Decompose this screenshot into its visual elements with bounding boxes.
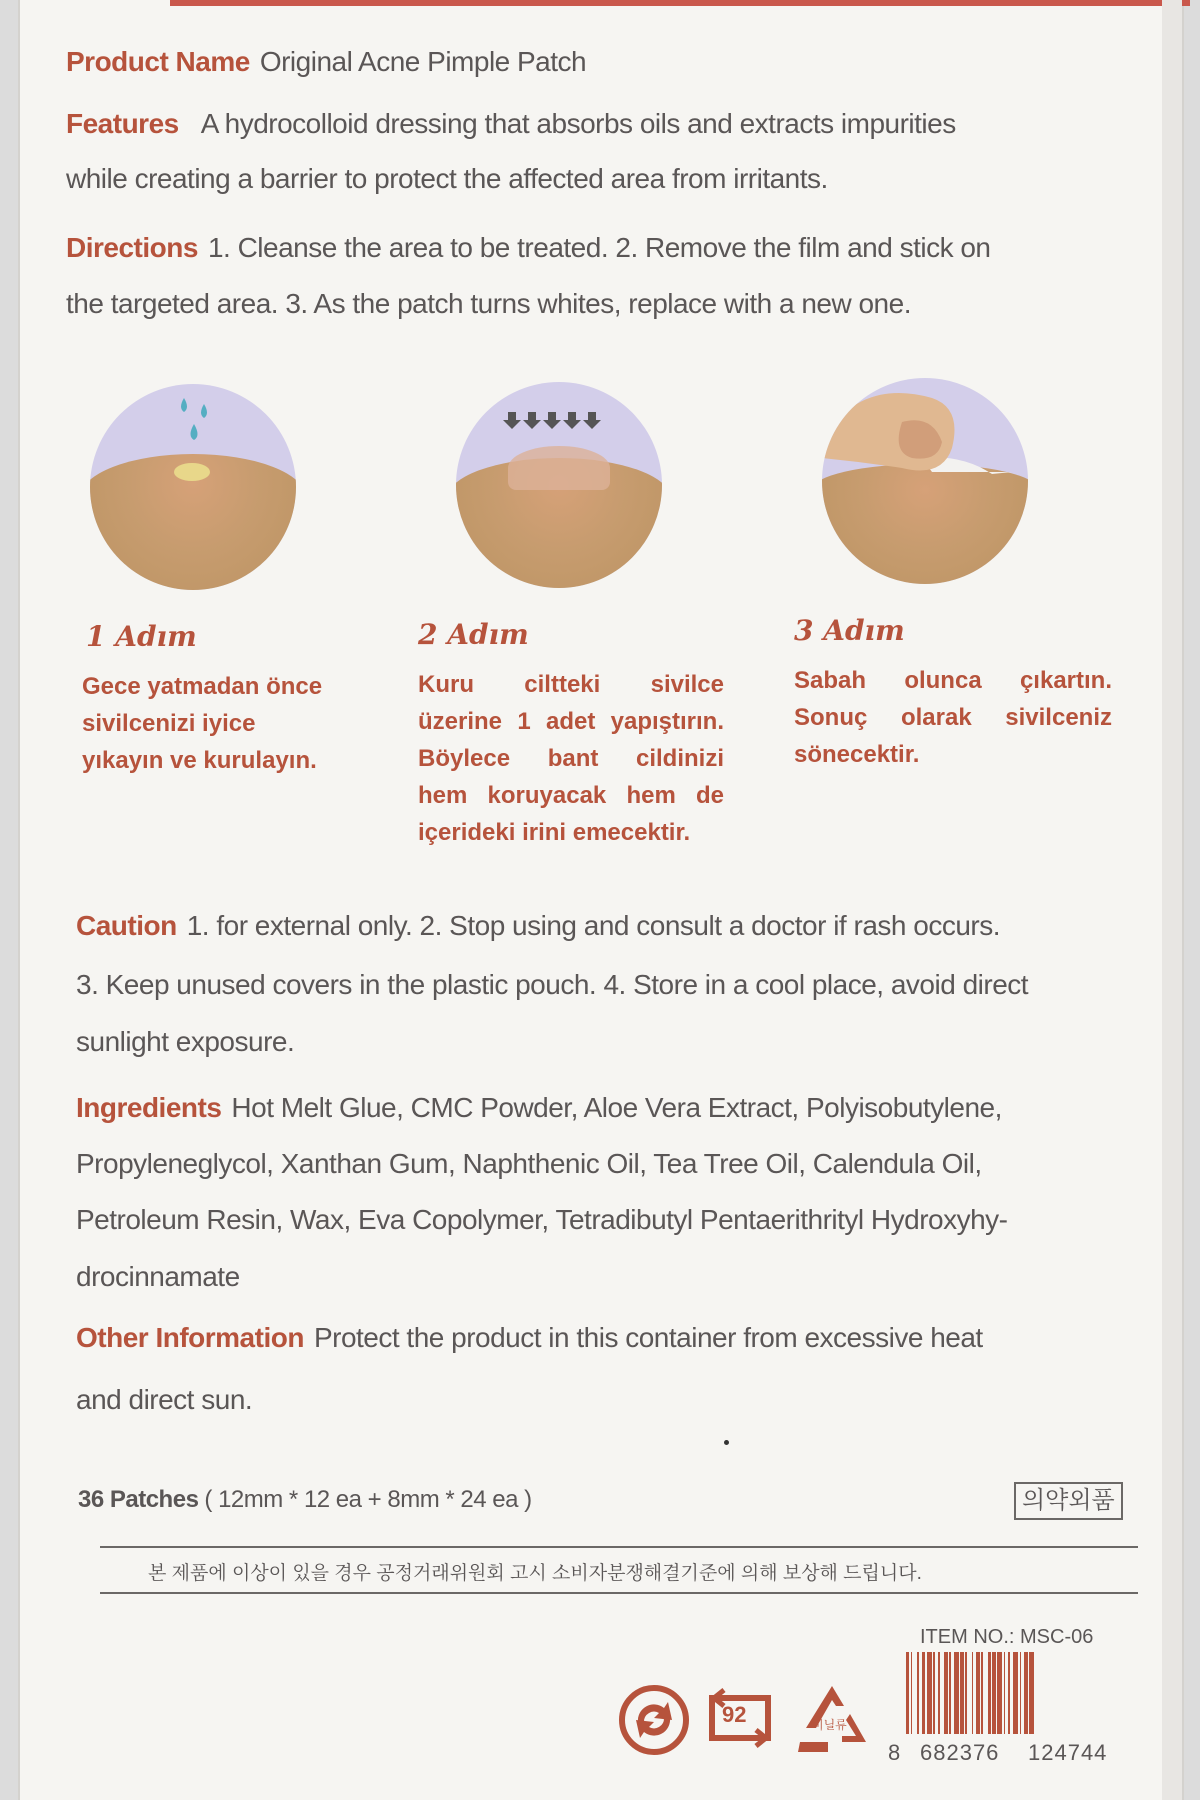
recycle-class-label: 92 xyxy=(722,1702,747,1727)
step-2-text xyxy=(418,666,724,851)
ingredients-line-3: Petroleum Resin, Wax, Eva Copolymer, Tetradibutyl Pentaerithrityl Hydroxyhy- xyxy=(76,1204,1008,1235)
top-red-strip xyxy=(170,0,1190,6)
barcode-bar xyxy=(954,1652,959,1734)
product-name-value: Original Acne Pimple Patch xyxy=(259,46,587,77)
vinyl-recycle-icon xyxy=(792,1680,872,1760)
ingredients-label: Ingredients xyxy=(76,1092,222,1123)
barcode xyxy=(906,1652,1134,1744)
patch-count-label: 36 Patches xyxy=(78,1486,199,1513)
step-2-line: üzerine 1 adet yapıştırın. xyxy=(418,708,724,735)
step-1-line: sivilcenizi iyice xyxy=(82,710,256,737)
product-name-row xyxy=(66,46,586,78)
barcode-bar xyxy=(965,1652,967,1734)
barcode-left-digits: 682376 xyxy=(920,1740,1000,1765)
other-info-line-1: Protect the product in this container from excessive heat xyxy=(313,1322,983,1353)
package-side-edge xyxy=(1162,0,1182,1800)
step-3-illustration xyxy=(822,378,1028,584)
recycle-class-icon xyxy=(704,1682,776,1754)
ingredients-line-2: Propyleneglycol, Xanthan Gum, Naphthenic Oil, Tea Tree Oil, Calendula Oil, xyxy=(76,1148,982,1179)
barcode-bar xyxy=(1024,1652,1027,1734)
barcode-bar xyxy=(917,1652,919,1734)
step-2-line: Böylece bant cildinizi xyxy=(418,745,724,772)
barcode-bar xyxy=(976,1652,979,1734)
item-number: ITEM NO.: MSC-06 xyxy=(920,1626,1094,1648)
caution-label: Caution xyxy=(76,910,177,941)
step-1-line: Gece yatmadan önce xyxy=(82,673,323,700)
features-line-1: A hydrocolloid dressing that absorbs oils and extracts impurities xyxy=(200,108,956,139)
barcode-bar xyxy=(927,1652,932,1734)
barcode-bar xyxy=(933,1652,935,1734)
step-1-title: 1 Adım xyxy=(86,620,197,653)
step-2-line: içerideki irini emecektir. xyxy=(418,819,691,846)
recycle-arrows-icon xyxy=(616,1682,692,1758)
barcode-bar xyxy=(997,1652,1002,1734)
product-name-label: Product Name xyxy=(66,46,250,77)
patch-count-detail: ( 12mm * 12 ea + 8mm * 24 ea ) xyxy=(204,1486,532,1513)
directions-row xyxy=(66,232,991,264)
patch-count-row xyxy=(78,1486,532,1514)
other-info-line-2: and direct sun. xyxy=(76,1384,253,1415)
step-1-text xyxy=(82,668,322,779)
barcode-bar xyxy=(938,1652,940,1734)
step-3-line: Sabah olunca çıkartın. xyxy=(794,667,1112,694)
features-label: Features xyxy=(66,108,179,139)
divider-bottom xyxy=(100,1592,1138,1594)
barcode-right-digits: 124744 xyxy=(1028,1740,1108,1765)
ingredients-line-4: drocinnamate xyxy=(76,1261,240,1292)
package-back-panel xyxy=(18,0,1184,1800)
barcode-bar xyxy=(1004,1652,1006,1734)
features-line-2: while creating a barrier to protect the affected area from irritants. xyxy=(66,163,828,194)
barcode-bar xyxy=(1029,1652,1034,1734)
barcode-bar xyxy=(944,1652,947,1734)
vinyl-label: 비닐류 xyxy=(812,1718,847,1732)
barcode-lead-digit: 8 xyxy=(888,1740,901,1765)
directions-line-2: the targeted area. 3. As the patch turns whites, replace with a new one. xyxy=(66,288,911,319)
step-2-title: 2 Adım xyxy=(418,618,529,651)
press-down-arrows-icon xyxy=(456,382,662,588)
barcode-bar xyxy=(972,1652,974,1734)
step-2-line: Kuru ciltteki sivilce xyxy=(418,671,724,698)
features-row xyxy=(66,108,956,140)
caution-line-3: sunlight exposure. xyxy=(76,1026,295,1057)
barcode-bar xyxy=(988,1652,991,1734)
barcode-bar xyxy=(911,1652,913,1734)
barcode-bar xyxy=(949,1652,951,1734)
directions-label: Directions xyxy=(66,232,198,263)
barcode-bar xyxy=(1020,1652,1022,1734)
caution-line-2: 3. Keep unused covers in the plastic pouch. 4. Store in a cool place, avoid direct xyxy=(76,969,1029,1000)
barcode-bar xyxy=(922,1652,925,1734)
water-drops-icon xyxy=(90,384,296,590)
step-3-line: sönecektir. xyxy=(794,741,920,768)
barcode-bar xyxy=(1008,1652,1010,1734)
caution-line-1: 1. for external only. 2. Stop using and consult a doctor if rash occurs. xyxy=(186,910,1000,941)
finger-peel-icon xyxy=(822,378,1028,584)
step-2-illustration xyxy=(456,382,662,588)
print-dot xyxy=(724,1440,729,1445)
other-info-label: Other Information xyxy=(76,1322,304,1353)
barcode-bar xyxy=(960,1652,963,1734)
step-2-line: hem koruyacak hem de xyxy=(418,782,724,809)
other-info-row xyxy=(76,1322,983,1354)
barcode-bar xyxy=(906,1652,909,1734)
step-1-line: yıkayın ve kurulayın. xyxy=(82,747,317,774)
consumer-notice: 본 제품에 이상이 있을 경우 공정거래위원회 고시 소비자분쟁해결기준에 의해 보상해 드립니다. xyxy=(148,1563,922,1584)
ingredients-row xyxy=(76,1092,1002,1124)
directions-line-1: 1. Cleanse the area to be treated. 2. Remove the film and stick on xyxy=(207,232,991,263)
barcode-bar xyxy=(992,1652,995,1734)
step-1-illustration xyxy=(90,384,296,590)
ingredients-line-1: Hot Melt Glue, CMC Powder, Aloe Vera Extract, Polyisobutylene, xyxy=(231,1092,1002,1123)
quasi-drug-badge: 의약외품 xyxy=(1014,1482,1123,1520)
step-3-line: Sonuç olarak sivilceniz xyxy=(794,704,1112,731)
divider-top xyxy=(100,1546,1138,1548)
barcode-bar xyxy=(1013,1652,1018,1734)
caution-row xyxy=(76,910,1000,942)
barcode-bar xyxy=(981,1652,983,1734)
step-3-text xyxy=(794,662,1112,773)
step-3-title: 3 Adım xyxy=(794,614,905,647)
